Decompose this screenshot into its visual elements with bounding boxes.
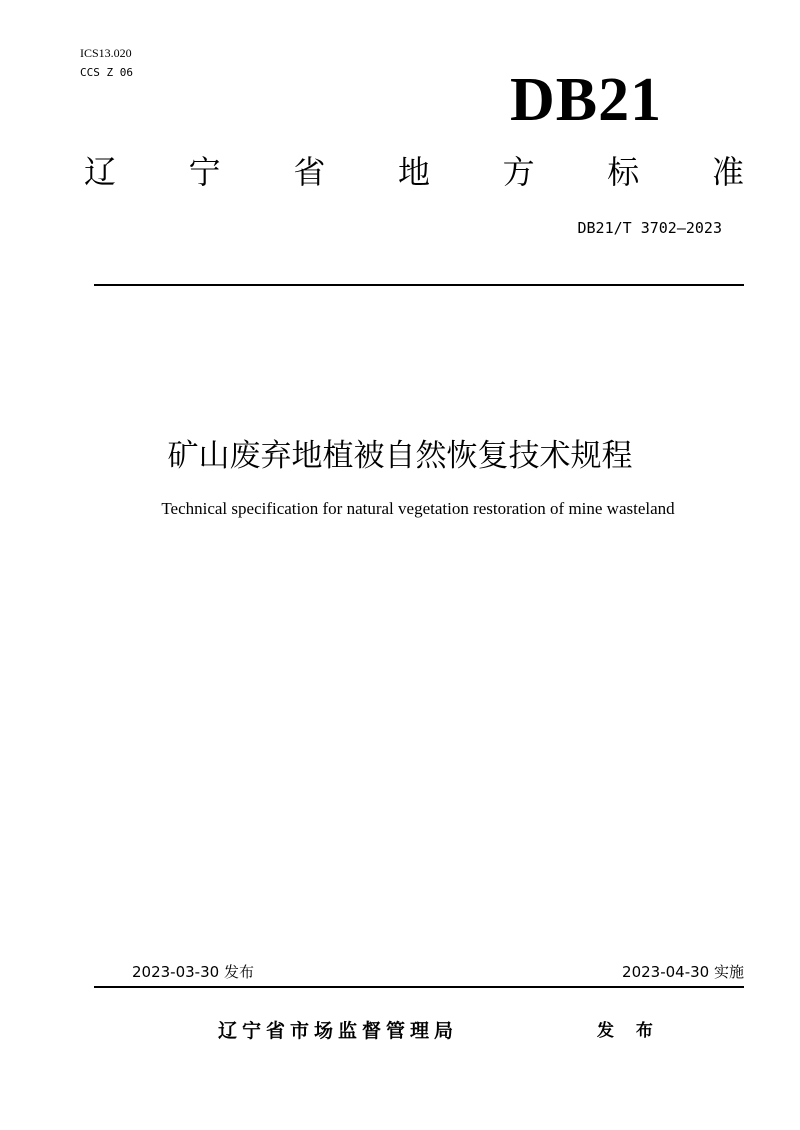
title-english: Technical specification for natural vegetation restoration of mine wasteland — [161, 499, 675, 518]
standard-type-char: 标 — [607, 153, 640, 191]
standard-type-char: 辽 — [84, 153, 117, 191]
standard-type-heading — [84, 150, 744, 194]
standard-type-char: 地 — [397, 153, 430, 191]
standard-type-char: 宁 — [188, 153, 221, 191]
title-chinese: 矿山废弃地植被自然恢复技术规程 — [167, 438, 633, 474]
standard-number: DB21/T 3702—2023 — [577, 219, 722, 237]
db-logo: DB21 — [510, 66, 663, 134]
top-divider — [94, 284, 744, 286]
bottom-divider — [94, 986, 744, 988]
standard-type-char: 省 — [293, 153, 326, 191]
ccs-code: CCS Z 06 — [80, 66, 133, 79]
ics-code: ICS13.020 — [80, 46, 132, 60]
implementation-date: 2023-04-30 实施 — [622, 963, 744, 981]
standard-type-char: 准 — [711, 153, 744, 191]
issue-date: 2023-03-30 发布 — [132, 963, 254, 981]
publish-label: 发 布 — [597, 1021, 661, 1041]
standard-type-char: 方 — [502, 153, 535, 191]
publisher-name: 辽宁省市场监督管理局 — [218, 1020, 459, 1042]
